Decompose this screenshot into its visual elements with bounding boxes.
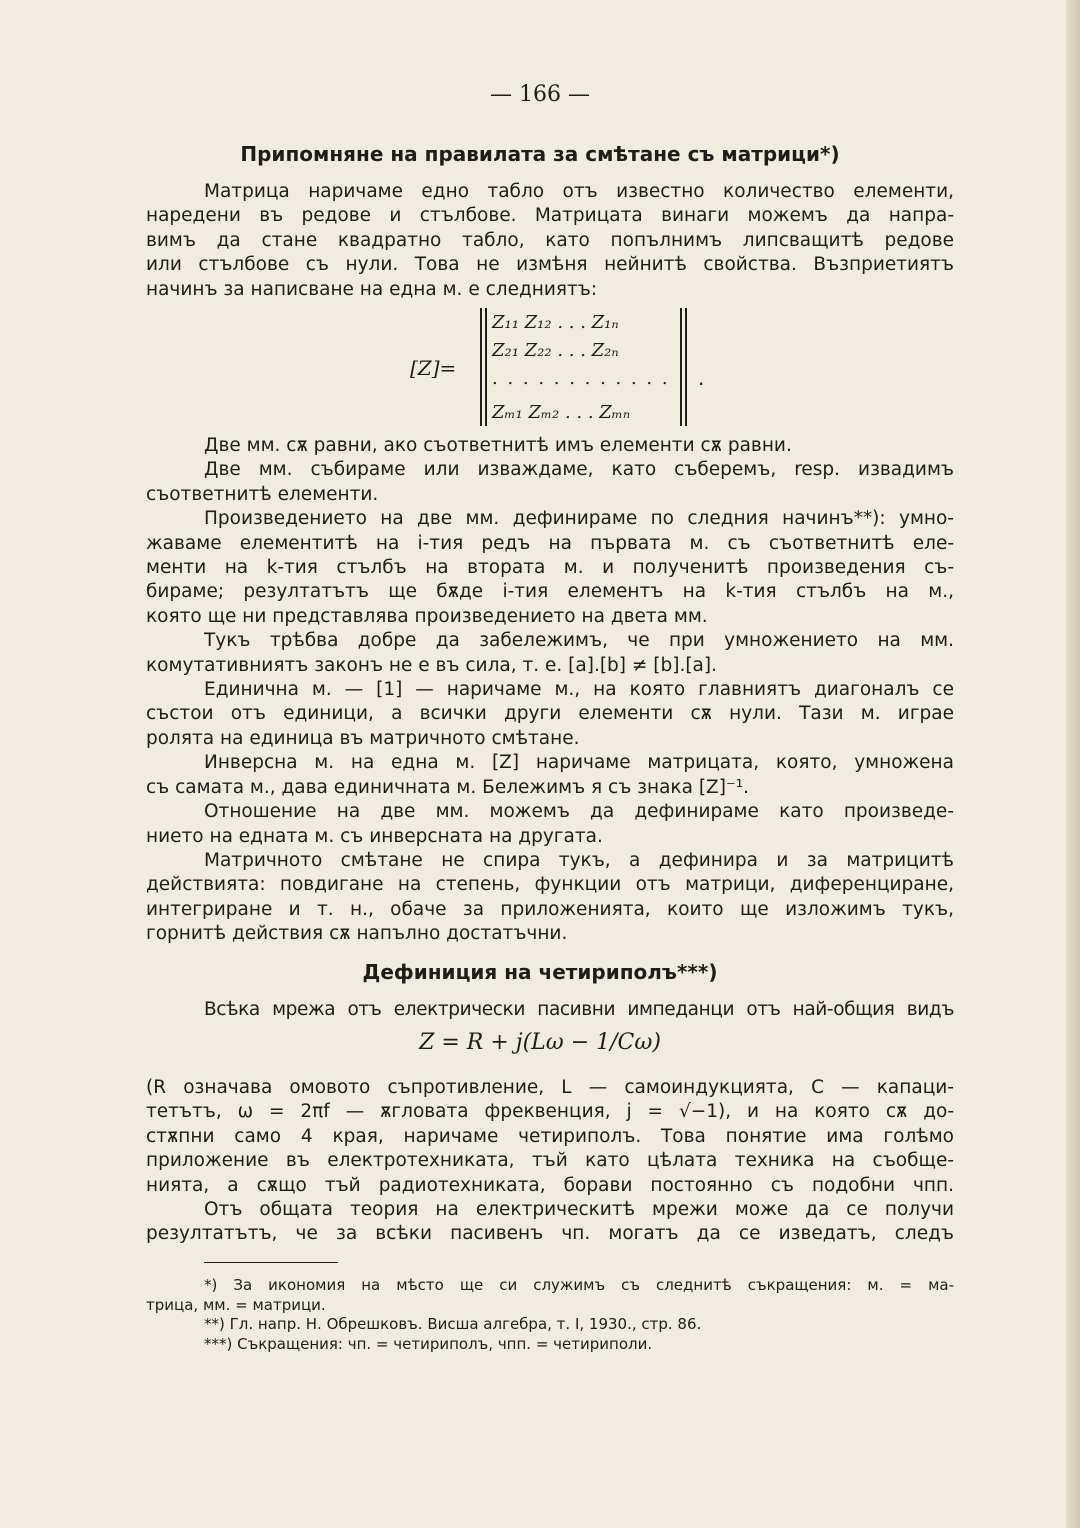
section-title-matrices: Припомняне на правилата за смѣтане съ матрици*) [240,142,840,166]
matrix-bar-right-outer [685,308,687,426]
text-line: жаваме елементитѣ на i-тия редъ на първата м. съ съответнитѣ еле- [146,532,954,554]
text-line: Матрица наричаме едно табло отъ известно количество елементи, [204,181,954,202]
text-line: Отношение на две мм. можемъ да дефинираме като произведе- [204,801,954,823]
text-line: ролята на единица въ матричното смѣтане. [146,727,580,749]
footnote: ***) Съкращения: чп. = четириполъ, чпп. = четириполи. [204,1334,653,1353]
text-line: Две мм. сѫ равни, ако съответнитѣ имъ елементи сѫ равни. [204,435,792,456]
matrix-row: Z₂₁ Z₂₂ . . . Z₂ₙ [492,340,619,361]
quadripole-paragraphs [146,1076,954,1247]
text-line: резултатътъ, че за всѣки пасивенъ чп. могатъ да се изведатъ, следъ [146,1223,954,1245]
section-title-quadripole: Дефиниция на четириполъ***) [362,960,718,984]
text-line: Две мм. събираме или изваждаме, като съберемъ, resp. извадимъ [204,459,954,481]
matrix-bar-right-inner [680,308,682,426]
footnote: **) Гл. напр. Н. Обрешковъ. Висша алгебра, т. I, 1930., стр. 86. [204,1315,702,1333]
footnote-separator [204,1262,338,1263]
text-line: наредени въ редове и стълбове. Матрицата винаги можемъ да напра- [146,205,954,227]
text-line: Единична м. — [1] — наричаме м., на която главниятъ диагоналъ се [204,679,954,701]
text-line: стѫпни само 4 края, наричаме четириполъ. Това понятие има голѣмо [146,1125,954,1147]
text-line: горнитѣ действия сѫ напълно достатъчни. [146,923,568,945]
footnote: *) За икономия на мѣсто ще си служимъ съ следнитѣ съкращения: м. = ма- [204,1276,954,1294]
matrix-bar-left-inner [485,308,487,426]
matrix-period: . [698,366,705,390]
text-line: Отъ общата теория на електрическитѣ мрежи може да се получи [204,1199,954,1221]
text-line: която ще ни представлява произведението на двета мм. [146,605,708,627]
text-line: нията, а сѫщо тъй радиотехниката, борави постоянно съ подобни чпп. [146,1174,954,1196]
matrix-bar-left-outer [480,308,482,426]
matrix-row: Z₁₁ Z₁₂ . . . Z₁ₙ [492,312,619,333]
impedance-formula: Z = R + j(Lω − 1/Cω) [419,1030,661,1055]
text-line: съответнитѣ елементи. [146,483,379,505]
intro-paragraph [146,180,954,302]
text-line: нието на едната м. съ инверсната на другата. [146,825,603,847]
text-line: начинъ за написване на една м. е следниятъ: [146,278,598,300]
text-line: интегриране и т. н., обаче за приложенията, които ще изложимъ тукъ, [146,898,954,920]
footnote: трица, мм. = матрици. [146,1295,326,1314]
quadripole-intro [146,998,954,1022]
text-line: бираме; резултатътъ ще бѫде i-тия елементъ на k-тия стълбъ на м., [146,581,954,603]
text-line: Инверсна м. на една м. [Z] наричаме матрицата, която, умножена [204,752,954,774]
text-line: Тукъ трѣбва добре да забележимъ, че при умножението на мм. [204,630,954,652]
text-line: приложение въ електротехниката, тъй като цѣлата техника на съобще- [146,1150,954,1172]
text-line: съ самата м., дава единичната м. Бележимъ я съ знака [Z]⁻¹. [146,776,749,798]
text-line: вимъ да стане квадратно табло, като попълнимъ липсващитѣ редове [146,229,954,251]
text-line: комутативниятъ законъ не е въ сила, т. е. [a].[b] ≠ [b].[a]. [146,654,717,676]
text-line: действията: повдигане на степень, функции отъ матрици, диференциране, [146,874,954,896]
page-number: — 166 — [490,82,590,107]
text-line: Матричното смѣтане не спира тукъ, а дефинира и за матрицитѣ [204,849,954,871]
matrix-rules-paragraphs [146,434,954,947]
text-line: състои отъ единици, а всички други елементи сѫ нули. Тази м. играе [146,703,954,725]
text-line: Произведението на две мм. дефинираме по следния начинъ**): умно- [204,508,954,530]
text-line: (R означава омовото съпротивление, L — самоиндукцията, C — капаци- [146,1077,954,1098]
page-edge-shadow [1066,0,1080,1528]
text-line: или стълбове съ нули. Това не измѣня нейнитѣ свойства. Възприетиятъ [146,254,954,276]
matrix-label: [Z]= [410,356,457,380]
matrix-row: Zₘ₁ Zₘ₂ . . . Zₘₙ [492,402,631,423]
text-line: тетътъ, ω = 2πf — ѫгловата фреквенция, j = √−1), и на която сѫ до- [146,1101,954,1123]
text-line: Всѣка мрежа отъ електрически пасивни импеданци отъ най-общия видъ [204,999,954,1020]
text-line: менти на k-тия стълбъ на втората м. и полученитѣ произведения съ- [146,557,954,579]
matrix-row: . . . . . . . . . . . . [492,368,670,389]
footnotes [146,1276,954,1354]
